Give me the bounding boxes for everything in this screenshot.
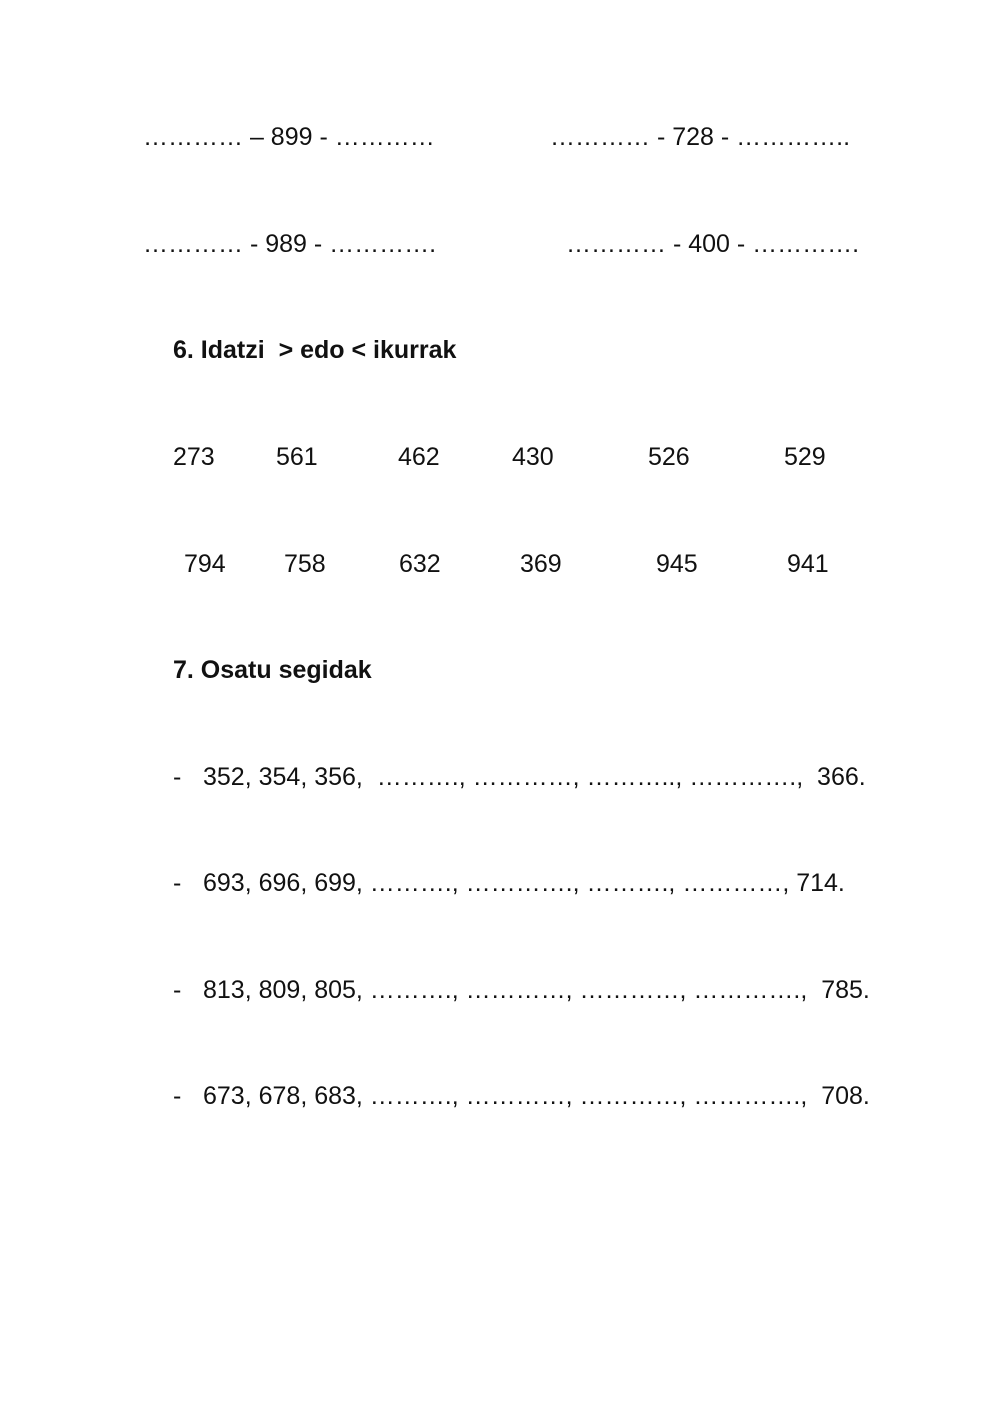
list-bullet: - [173, 763, 182, 791]
compare-number: 273 [173, 443, 215, 471]
compare-number: 529 [784, 443, 826, 471]
compare-number: 632 [399, 550, 441, 578]
compare-number: 462 [398, 443, 440, 471]
neighbor-exercise-1: ………… – 899 - ………… [143, 123, 435, 151]
list-bullet: - [173, 976, 182, 1004]
section-7-title: 7. Osatu segidak [173, 656, 372, 684]
neighbor-exercise-4: ………… - 400 - …………. [566, 230, 860, 258]
neighbor-exercise-3: ………… - 989 - …………. [143, 230, 437, 258]
compare-number: 561 [276, 443, 318, 471]
compare-number: 430 [512, 443, 554, 471]
sequence-text: 673, 678, 683, ………., …………, …………, …………., 708. [203, 1082, 870, 1110]
compare-number: 794 [184, 550, 226, 578]
sequence-text: 693, 696, 699, ………., …………., ………., …………, 714. [203, 869, 845, 897]
section-6-title: 6. Idatzi > edo < ikurrak [173, 336, 457, 364]
compare-number: 369 [520, 550, 562, 578]
list-bullet: - [173, 869, 182, 897]
sequence-text: 813, 809, 805, ………., …………, …………, …………., 785. [203, 976, 870, 1004]
compare-number: 758 [284, 550, 326, 578]
compare-number: 945 [656, 550, 698, 578]
list-bullet: - [173, 1082, 182, 1110]
sequence-text: 352, 354, 356, ………., …………, ……….., …………., 366. [203, 763, 866, 791]
neighbor-exercise-2: ………… - 728 - ………….. [550, 123, 851, 151]
compare-number: 941 [787, 550, 829, 578]
compare-number: 526 [648, 443, 690, 471]
